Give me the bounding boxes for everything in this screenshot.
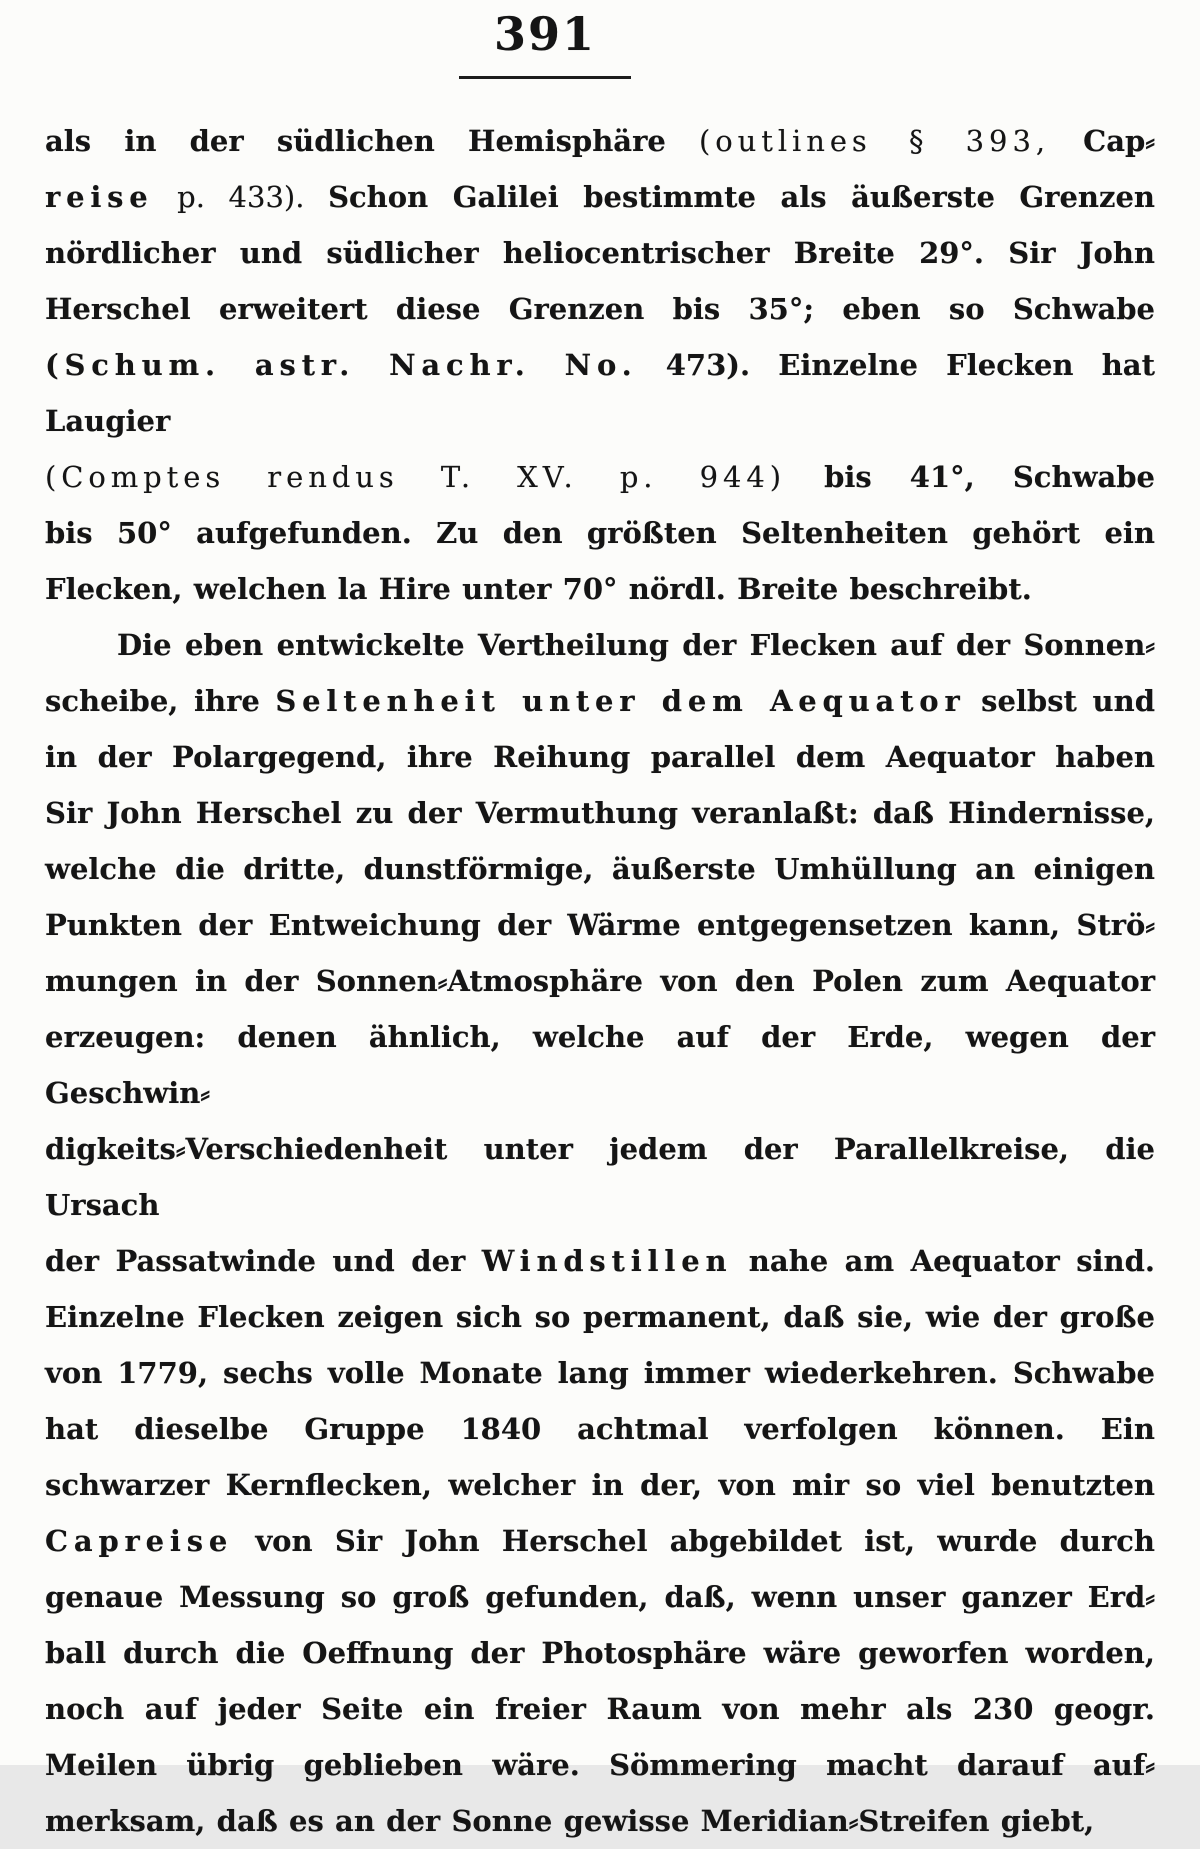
text-line <box>45 113 1155 169</box>
text-segment: Schon Galilei bestimmte als äußerste Grenzen <box>328 179 1155 214</box>
text-segment: welche die dritte, dunstförmige, äußerste Umhüllung an einigen <box>45 851 1155 886</box>
text-segment: 473). Einzelne Flecken hat Laugier <box>45 347 1155 438</box>
text-segment: Seltenheit unter dem Aequator <box>275 683 966 718</box>
text-line <box>45 1009 1155 1121</box>
text-line <box>45 281 1155 337</box>
text-segment: als in der südlichen Hemisphäre <box>45 123 699 158</box>
text-segment: scheibe, ihre <box>45 683 276 718</box>
text-line <box>45 449 1155 505</box>
text-segment: (Comptes rendus T. XV. p. 944) <box>45 459 786 494</box>
text-line <box>45 169 1155 225</box>
text-segment: mungen in der Sonnen⸗Atmosphäre von den Polen zum Aequator <box>45 963 1155 998</box>
text-segment: digkeits⸗Verschiedenheit unter jedem der Parallelkreise, die Ursach <box>45 1131 1155 1222</box>
text-line <box>45 1625 1155 1681</box>
text-line <box>45 1569 1155 1625</box>
text-segment: selbst und <box>965 683 1155 718</box>
text-segment: p. 433). <box>153 179 329 214</box>
text-segment: Flecken, welchen la Hire unter 70° nördl. Breite beschreibt. <box>45 571 1032 606</box>
page-number: 391 <box>493 7 597 61</box>
text-segment: hat dieselbe Gruppe 1840 achtmal verfolgen können. Ein <box>45 1411 1155 1446</box>
text-line <box>45 1121 1155 1233</box>
text-line <box>45 953 1155 1009</box>
text-segment: (Schum. astr. Nachr. No. <box>45 347 638 382</box>
text-segment: (outlines § 393, <box>699 123 1050 158</box>
text-line <box>45 1401 1155 1457</box>
text-segment: noch auf jeder Seite ein freier Raum von mehr als 230 geogr. <box>45 1691 1155 1726</box>
text-line <box>45 225 1155 281</box>
text-segment: in der Polargegend, ihre Reihung parallel dem Aequator haben <box>45 739 1155 774</box>
header-rule <box>459 76 631 79</box>
text-line <box>45 1457 1155 1513</box>
text-segment: ball durch die Oeffnung der Photosphäre wäre geworfen worden, <box>45 1635 1155 1670</box>
text-line <box>45 673 1155 729</box>
text-segment: Windstillen <box>481 1243 733 1278</box>
text-line <box>45 617 1155 673</box>
text-segment: Einzelne Flecken zeigen sich so permanent, daß sie, wie der große <box>45 1299 1155 1334</box>
text-line <box>45 785 1155 841</box>
text-segment: merksam, daß es an der Sonne gewisse Meridian⸗Streifen giebt, <box>45 1803 1095 1838</box>
text-line <box>45 1793 1155 1849</box>
text-segment: nördlicher und südlicher heliocentrischer Breite 29°. Sir John <box>45 235 1155 270</box>
text-line <box>45 1513 1155 1569</box>
page-body <box>45 113 1155 1849</box>
text-line <box>45 841 1155 897</box>
text-segment: von Sir John Herschel abgebildet ist, wurde durch <box>233 1523 1155 1558</box>
text-segment: der Passatwinde und der <box>45 1243 482 1278</box>
text-line <box>45 1681 1155 1737</box>
text-segment: Cap⸗ <box>1049 123 1155 158</box>
text-line <box>45 1345 1155 1401</box>
text-segment: Sir John Herschel zu der Vermuthung veranlaßt: daß Hindernisse, <box>45 795 1155 830</box>
page-header <box>0 0 1145 79</box>
text-segment: bis 50° aufgefunden. Zu den größten Seltenheiten gehört ein <box>45 515 1155 550</box>
text-segment: von 1779, sechs volle Monate lang immer wiederkehren. Schwabe <box>45 1355 1155 1390</box>
text-segment: bis 41°, Schwabe <box>786 459 1156 494</box>
text-segment: Capreise <box>45 1523 234 1558</box>
text-line <box>45 1289 1155 1345</box>
text-segment: Die eben entwickelte Vertheilung der Flecken auf der Sonnen⸗ <box>117 627 1155 662</box>
text-segment: genaue Messung so groß gefunden, daß, wenn unser ganzer Erd⸗ <box>45 1579 1155 1614</box>
text-line <box>45 1233 1155 1289</box>
text-segment: reise <box>45 179 154 214</box>
text-line <box>45 897 1155 953</box>
text-segment: schwarzer Kernflecken, welcher in der, von mir so viel benutzten <box>45 1467 1155 1502</box>
text-segment: Herschel erweitert diese Grenzen bis 35°; eben so Schwabe <box>45 291 1155 326</box>
text-line <box>45 1737 1155 1793</box>
text-segment: nahe am Aequator sind. <box>732 1243 1155 1278</box>
text-line <box>45 729 1155 785</box>
text-segment: erzeugen: denen ähnlich, welche auf der Erde, wegen der Geschwin⸗ <box>45 1019 1155 1110</box>
text-segment: Punkten der Entweichung der Wärme entgegensetzen kann, Strö⸗ <box>45 907 1155 942</box>
text-line <box>45 561 1155 617</box>
text-segment: Meilen übrig geblieben wäre. Sömmering macht darauf auf⸗ <box>45 1747 1155 1782</box>
text-line <box>45 337 1155 449</box>
text-line <box>45 505 1155 561</box>
